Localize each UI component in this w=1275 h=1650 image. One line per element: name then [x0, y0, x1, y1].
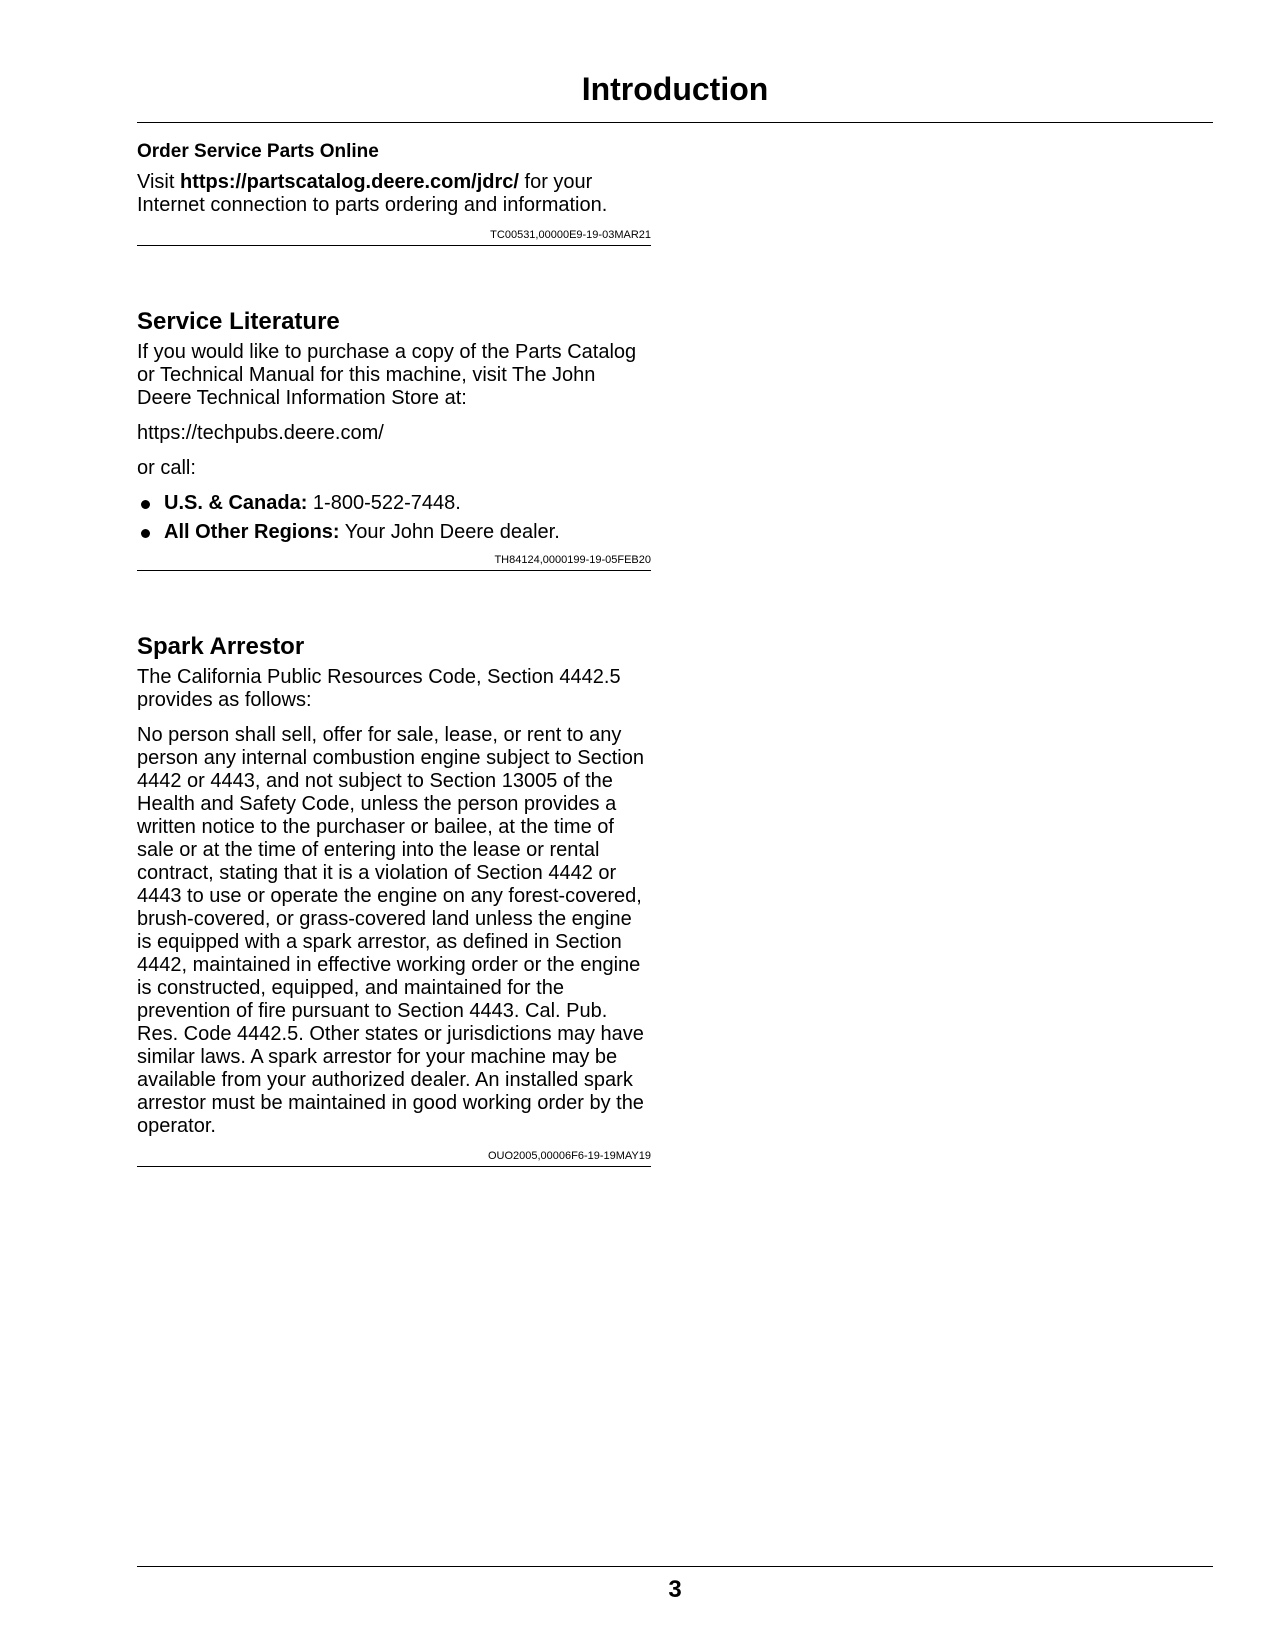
reference-code: OUO2005,00006F6-19-19MAY19 [137, 1150, 651, 1167]
section-spark-arrestor [137, 633, 651, 1167]
list-item-label: All Other Regions: [164, 520, 340, 543]
reference-code: TC00531,00000E9-19-03MAR21 [137, 229, 651, 246]
section-order-parts [137, 140, 651, 246]
list-item [137, 521, 651, 544]
list-item-label: U.S. & Canada: [164, 491, 308, 514]
section-heading: Spark Arrestor [137, 632, 305, 660]
bullet-icon [141, 529, 150, 538]
content-column [137, 140, 651, 1167]
spark-arrestor-body: No person shall sell, offer for sale, lease, or rent to any person any internal combustion engine subject to Section 4442 or 4443, and not subject to Section 13005 of the Health and Safety Code, unless the person provides a written notice to the purchaser or bailee, at the time of sale or at the time of entering into the lease or rental contract, stating that it is a violation of Section 4442 or 4443 to use or operate the engine on any forest-covered, brush-covered, or grass-covered land unless the engine is equipped with a spark arrestor, as defined in Section 4442, maintained in effective working order or the engine is constructed, equipped, and maintained for the prevention of fire pursuant to Section 4443. Cal. Pub. Res. Code 4442.5. Other states or jurisdictions may have similar laws. A spark arrestor for your machine may be available from your authorized dealer. An installed spark arrestor must be maintained in good working order by the operator. [137, 723, 644, 1137]
list-item-text: Your John Deere dealer. [339, 520, 560, 543]
order-parts-text-after: for your Internet connection to parts ordering and information. [137, 170, 608, 216]
reference-code: TH84124,0000199-19-05FEB20 [137, 554, 651, 571]
bullet-icon [141, 500, 150, 509]
list-item-text: 1-800-522-7448. [307, 491, 461, 514]
section-heading: Order Service Parts Online [137, 141, 379, 162]
or-call-text: or call: [137, 456, 196, 479]
page-number: 3 [668, 1576, 682, 1603]
page-header [137, 72, 1213, 123]
section-heading: Service Literature [137, 307, 340, 335]
spark-arrestor-intro: The California Public Resources Code, Section 4442.5 provides as follows: [137, 665, 621, 711]
service-literature-paragraph: If you would like to purchase a copy of the Parts Catalog or Technical Manual for this machine, visit The John Deere Technical Information Store at: [137, 340, 637, 409]
section-spacer [137, 571, 651, 633]
list-item [137, 492, 651, 515]
page-title: Introduction [581, 71, 769, 107]
contact-list [137, 492, 651, 544]
parts-catalog-link[interactable]: https://partscatalog.deere.com/jdrc/ [179, 170, 519, 193]
section-spacer [137, 246, 651, 308]
techpubs-link[interactable]: https://techpubs.deere.com/ [137, 421, 384, 444]
section-service-literature [137, 308, 651, 571]
order-parts-text-before: Visit [137, 170, 180, 193]
page-footer [137, 1566, 1213, 1603]
order-parts-paragraph [137, 171, 651, 217]
